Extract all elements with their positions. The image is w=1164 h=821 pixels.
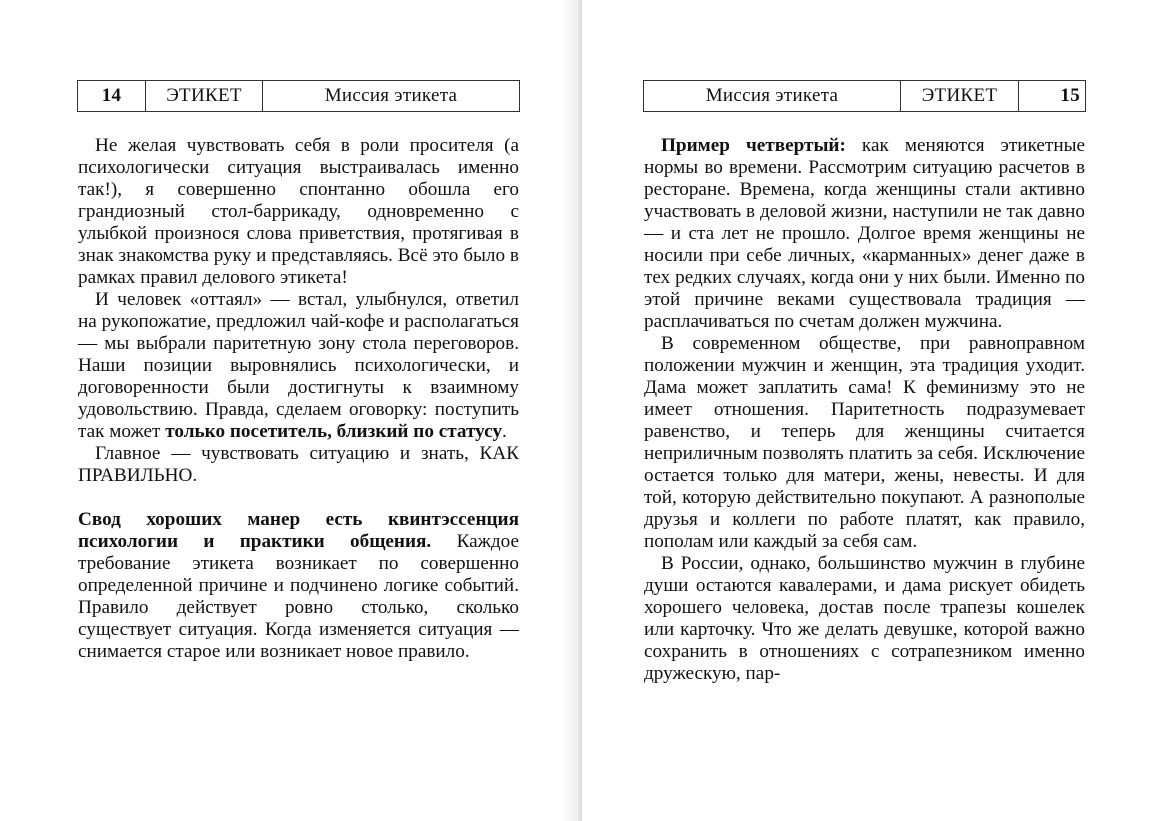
right-body-text [644, 135, 1085, 685]
left-header-chapter: Миссия этикета [324, 85, 458, 106]
right-header-section: ЭТИКЕТ [901, 81, 1019, 111]
left-body-text [78, 135, 519, 663]
right-running-header [643, 80, 1086, 112]
right-page-number: 15 [1060, 85, 1080, 106]
left-page-number: 14 [78, 81, 146, 111]
left-running-header [77, 80, 520, 112]
right-header-chapter: Миссия этикета [644, 81, 901, 111]
paragraph-gap [78, 487, 519, 509]
bold-emphasis: только посетитель, близкий по статусу [165, 421, 503, 442]
right-paragraph-3: В России, однако, большинство мужчин в глубине души остаются кавалерами, и дама рискует обидеть хорошего человека, достав после трапезы кошелек или карточку. Что же делать девушке, которой важно сохранить в отношениях с сотрапезником именно дружескую, пар- [644, 553, 1085, 684]
bold-lead-in: Свод хороших манер есть квинтэссенция психологии и практики общения. [78, 509, 519, 552]
left-header-section: ЭТИКЕТ [146, 81, 263, 111]
right-page [582, 0, 1164, 821]
right-paragraph-2: В современном обществе, при равноправном положении мужчин и женщин, эта традиция уходит. Дама может заплатить сама! К феминизму это не имеет отношения. Паритетность подразумевает равенство, и теперь для женщины считается неприличным позволять платить за себя. Исключение остается только для матери, жены, невесты. И для той, которую действительно покупают. А разнополые друзья и коллеги по работе платят, как правило, пополам или каждый за себя сам. [644, 333, 1085, 552]
left-paragraph-4: Свод хороших манер есть квинтэссенция психологии и практики общения. Каждое требование этикета возникает по совершенно определенной причине и подчинено логике событий. Правило действует ровно столько, сколько существует ситуация. Когда изменяется ситуация — снимается старое или возникает новое правило. [78, 509, 519, 662]
bold-lead-in: Пример четвертый: [661, 135, 846, 156]
left-paragraph-2: И человек «оттаял» — встал, улыбнулся, ответил на рукопожатие, предложил чай-кофе и располагаться — мы выбрали паритетную зону стола переговоров. Наши позиции выровнялись психологически, и договоренности были достигнуты к взаимному удовольствию. Правда, сделаем оговорку: поступить так может только посетитель, близкий по статусу. [78, 289, 519, 442]
left-paragraph-3: Главное — чувствовать ситуацию и знать, КАК ПРАВИЛЬНО. [78, 443, 519, 486]
left-paragraph-1: Не желая чувствовать себя в роли просителя (а психологически ситуация выстраивалась именно так!), я совершенно спонтанно обошла его грандиозный стол-баррикаду, одновременно с улыбкой произнося слова приветствия, протягивая в знак знакомства руку и представляясь. Всё это было в рамках правил делового этикета! [78, 135, 519, 288]
left-page [0, 0, 580, 821]
right-paragraph-1: Пример четвертый: как меняются этикетные нормы во времени. Рассмотрим ситуацию расчетов в ресторане. Времена, когда женщины стали активно участвовать в деловой жизни, наступили не так давно — и ста лет не прошло. Долгое время женщины не носили при себе личных, «карманных» денег даже в тех редких случаях, когда они у них были. Именно по этой причине веками существовала традиция — расплачиваться по счетам должен мужчина. [644, 135, 1085, 332]
